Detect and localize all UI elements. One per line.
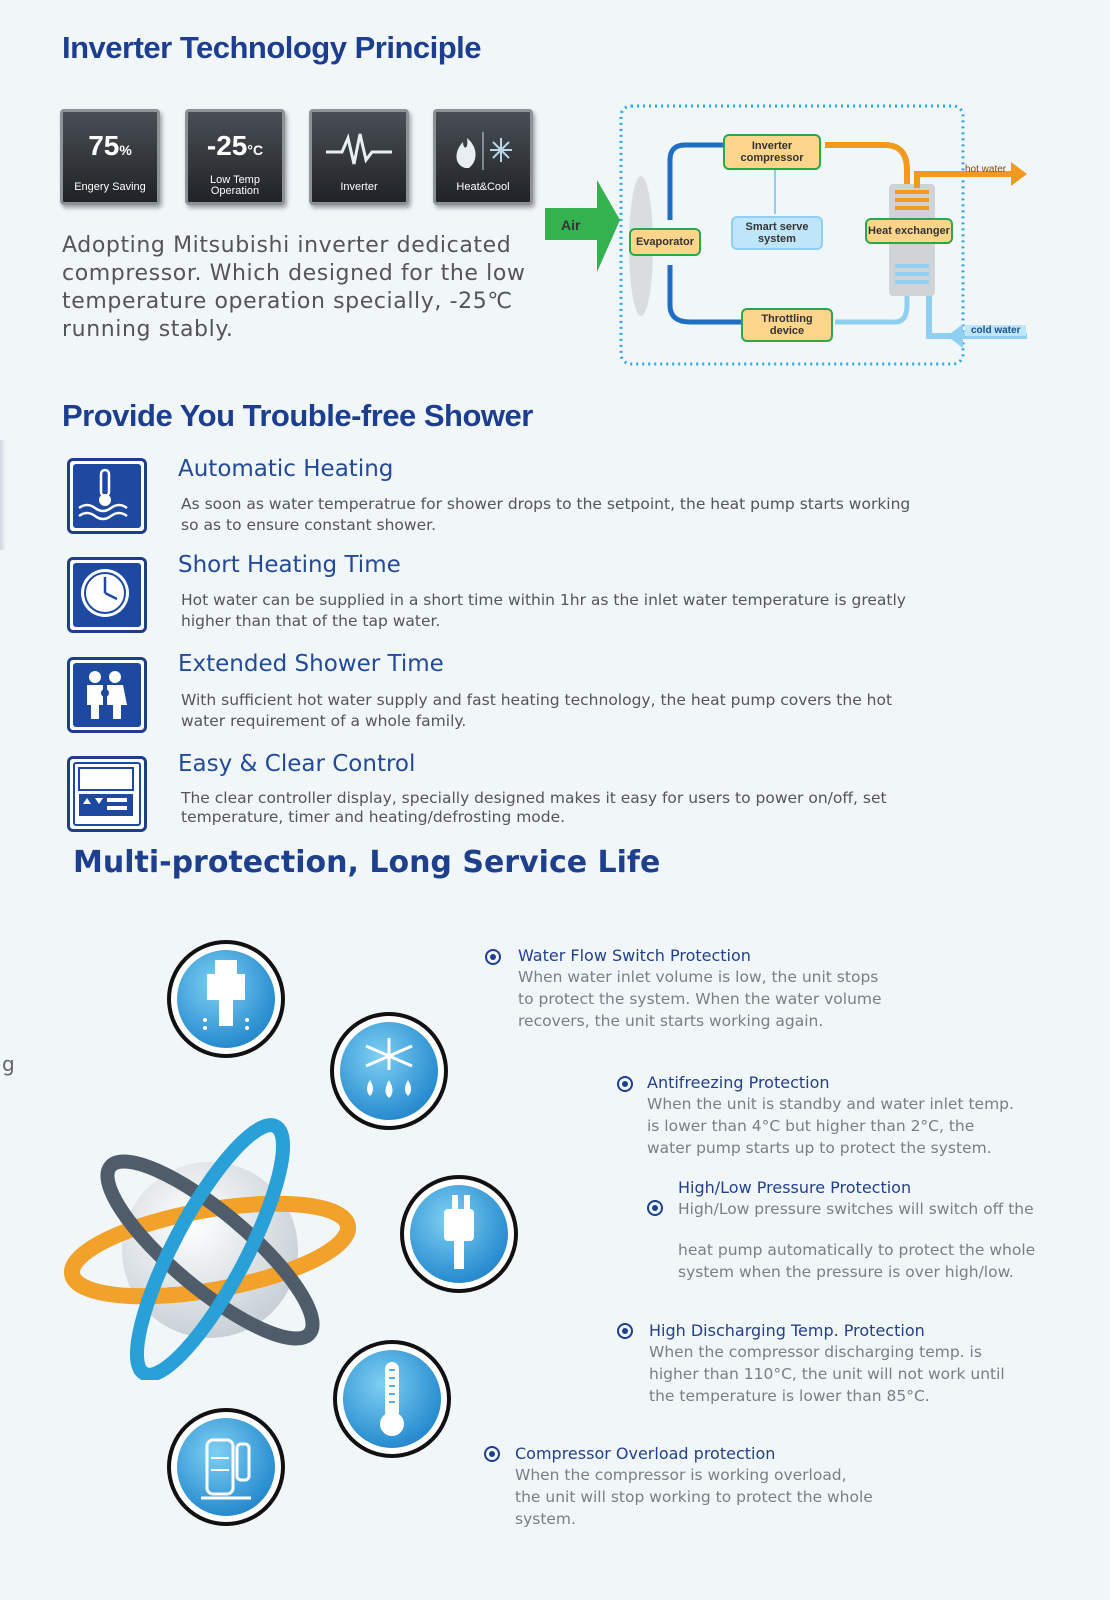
left-edge-sliver <box>0 440 6 550</box>
badge-energy-value: 75% <box>88 130 132 161</box>
edge-letter: g <box>2 1052 15 1076</box>
diagram-cold-water-label: cold water <box>965 325 1026 336</box>
bullet-icon <box>617 1323 633 1339</box>
protection-compressor-overload-title: Compressor Overload protection <box>515 1444 776 1463</box>
diagram-evaporator: Evaporator <box>629 228 701 256</box>
pressure-circle <box>400 1175 518 1293</box>
snowflake-drops-icon <box>340 1022 438 1120</box>
protection-discharge-temp-desc: When the compressor discharging temp. is higher than 110°C, the unit will not work until the temperature is lower than 85°C. <box>649 1343 1005 1405</box>
globe-rings-graphic <box>60 1100 360 1380</box>
badge-low-temp <box>185 109 285 205</box>
section2-title: Provide You Trouble-free Shower <box>62 398 533 433</box>
diagram-air-label: Air <box>561 217 581 233</box>
badge-low-temp-label: Low Temp Operation <box>210 174 260 197</box>
protection-pressure-desc-line2: heat pump automatically to protect the whole system when the pressure is over high/low. <box>678 1241 1036 1281</box>
compressor-icon <box>177 1418 275 1516</box>
feature-short-heating-title: Short Heating Time <box>178 552 401 578</box>
protection-antifreeze-desc: When the unit is standby and water inlet temp. is lower than 4°C but higher than 2°C, the water pump starts up to protect the system. <box>647 1095 1014 1157</box>
diagram-compressor: Inverter compressor <box>723 134 821 170</box>
feature-clear-control-desc: The clear controller display, specially designed makes it easy for users to power on/off, set temperature, timer and heating/defrosting mode. <box>181 789 887 826</box>
diagram-heat-exchanger: Heat exchanger <box>865 218 953 244</box>
badge-heat-cool <box>433 109 533 205</box>
feature-automatic-heating-tile <box>67 458 147 534</box>
badge-low-temp-value: -25°C <box>206 130 264 161</box>
pressure-switch-icon <box>410 1185 508 1283</box>
diagram-hot-water-label: hot water <box>965 164 1007 175</box>
section3-title: Multi-protection, Long Service Life <box>73 845 661 880</box>
feature-automatic-heating-desc: As soon as water temperatrue for shower drops to the setpoint, the heat pump starts working so as to ensure constant shower. <box>181 495 911 534</box>
protection-discharge-temp-title: High Discharging Temp. Protection <box>649 1321 925 1340</box>
protection-compressor-overload-desc: When the compressor is working overload, the unit will stop working to protect the whole system. <box>515 1466 873 1528</box>
clock-icon <box>73 563 137 623</box>
badge-inverter <box>309 109 409 205</box>
feature-short-heating-tile <box>67 557 147 633</box>
thermometer-icon <box>343 1350 441 1448</box>
protection-water-flow-title: Water Flow Switch Protection <box>518 946 751 965</box>
badge-energy-label: Engery Saving <box>74 181 146 193</box>
protection-water-flow-desc: When water inlet volume is low, the unit stops to protect the system. When the water volume recovers, the unit starts working again. <box>518 968 882 1030</box>
badge-inverter-label: Inverter <box>340 181 378 193</box>
antifreeze-circle <box>330 1012 448 1130</box>
diagram-smart-system: Smart serve system <box>731 216 823 250</box>
feature-extended-shower-title: Extended Shower Time <box>178 651 444 677</box>
discharge-temp-circle <box>333 1340 451 1458</box>
family-icon <box>73 663 137 723</box>
bullet-icon <box>485 949 501 965</box>
bullet-icon <box>484 1446 500 1462</box>
feature-short-heating-desc: Hot water can be supplied in a short time within 1hr as the inlet water temperature is greatly higher than that of the tap water. <box>181 591 906 630</box>
feature-clear-control-tile <box>67 756 147 832</box>
heat-pump-diagram <box>545 100 1045 375</box>
bullet-icon <box>647 1200 663 1216</box>
badge-heat-cool-label: Heat&Cool <box>456 181 510 193</box>
flame-snowflake-icon <box>436 130 530 176</box>
protection-pressure-desc-line1: High/Low pressure switches will switch off the <box>678 1200 1034 1218</box>
controller-icon <box>75 764 137 822</box>
feature-automatic-heating-title: Automatic Heating <box>178 456 394 482</box>
section1-title: Inverter Technology Principle <box>62 30 482 65</box>
flow-switch-icon <box>177 950 275 1048</box>
feature-extended-shower-tile <box>67 657 147 733</box>
compressor-circle <box>167 1408 285 1526</box>
thermometer-water-icon <box>73 464 137 524</box>
water-flow-circle <box>167 940 285 1058</box>
feature-clear-control-title: Easy & Clear Control <box>178 751 416 777</box>
feature-extended-shower-desc: With sufficient hot water supply and fast heating technology, the heat pump covers the hot water requirement of a whole family. <box>181 691 893 730</box>
protection-antifreeze-title: Antifreezing Protection <box>647 1073 830 1092</box>
badge-energy-saving <box>60 109 160 205</box>
protection-pressure-title: High/Low Pressure Protection <box>678 1178 912 1197</box>
intro-text: Adopting Mitsubishi inverter dedicated compressor. Which designed for the low temperature operation specially, -25℃ running stably. <box>62 233 526 342</box>
waveform-icon <box>312 130 406 174</box>
diagram-throttling: Throttling device <box>741 308 833 342</box>
bullet-icon <box>617 1076 633 1092</box>
